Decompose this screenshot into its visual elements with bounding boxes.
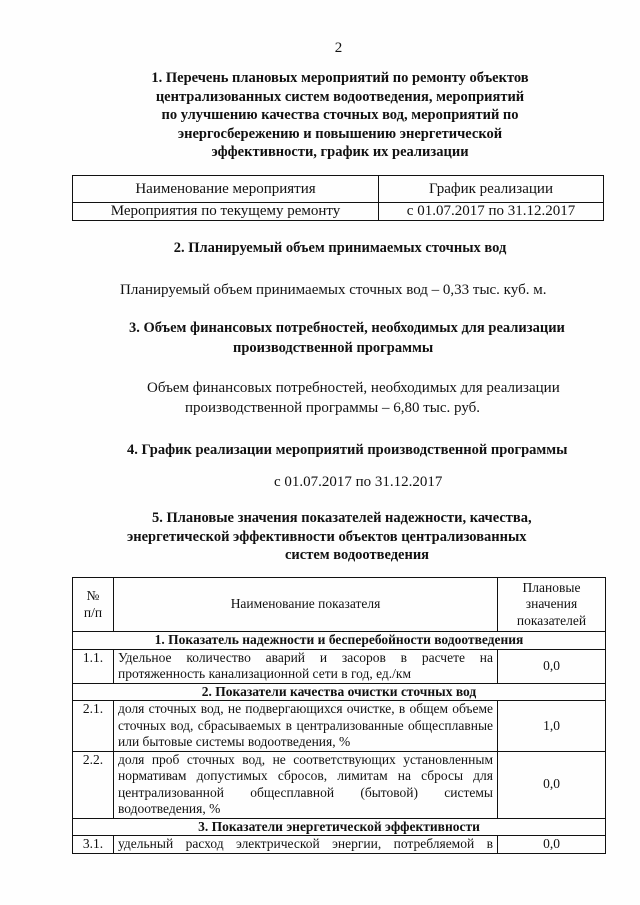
indicator-number: 3.1. xyxy=(73,836,114,854)
schedule-cell: с 01.07.2017 по 31.12.2017 xyxy=(379,203,604,221)
financial-needs-text-line: производственной программы – 6,80 тыс. руб. xyxy=(185,400,481,416)
column-header-activity-name: Наименование мероприятия xyxy=(73,176,379,203)
indicator-group-title: 3. Показатели энергетической эффективности xyxy=(73,818,606,836)
indicator-row xyxy=(73,751,606,818)
activity-name-cell: Мероприятия по текущему ремонту xyxy=(73,203,379,221)
section-1-heading-line: 1. Перечень плановых мероприятий по ремонту объектов xyxy=(151,70,529,86)
section-3-heading-line: производственной программы xyxy=(233,340,434,356)
section-5-heading-line: 5. Плановые значения показателей надежности, качества, xyxy=(152,510,532,526)
section-5-heading-line: систем водоотведения xyxy=(285,547,430,563)
financial-needs-text-line: Объем финансовых потребностей, необходимых для реализации xyxy=(147,380,560,396)
table-header-row xyxy=(73,578,606,632)
planned-wastewater-volume-text: Планируемый объем принимаемых сточных вод – 0,33 тыс. куб. м. xyxy=(120,282,547,298)
section-3-heading-line: 3. Объем финансовых потребностей, необходимых для реализации xyxy=(129,320,565,336)
indicator-number: 2.2. xyxy=(73,751,114,818)
indicator-name: Удельное количество аварий и засоров в расчете на протяженность канализационной сети в год, ед./км xyxy=(114,649,498,683)
indicator-value: 0,0 xyxy=(498,836,606,854)
column-header-planned-value: Плановые значения показателей xyxy=(498,578,606,632)
indicator-group-row xyxy=(73,632,606,650)
section-1-heading xyxy=(72,69,608,162)
section-1-heading-line: централизованных систем водоотведения, мероприятий xyxy=(155,88,525,105)
indicator-value: 0,0 xyxy=(498,751,606,818)
indicator-group-title: 1. Показатель надежности и бесперебойности водоотведения xyxy=(73,632,606,650)
indicator-row xyxy=(73,701,606,752)
indicator-name: доля проб сточных вод, не соответствующих установленным нормативам допустимых сбросов, лимитам на сбросы для централизованной общесплавной (бытовой) системы водоотведения, % xyxy=(114,751,498,818)
page-number: 2 xyxy=(334,40,343,56)
column-header-number: № п/п xyxy=(73,578,114,632)
indicator-group-title: 2. Показатели качества очистки сточных вод xyxy=(73,683,606,701)
implementation-period-text: с 01.07.2017 по 31.12.2017 xyxy=(274,474,443,490)
table-row xyxy=(73,203,604,221)
indicator-group-row xyxy=(73,683,606,701)
indicator-value: 0,0 xyxy=(498,649,606,683)
section-1-heading-line: эффективности, график их реализации xyxy=(211,144,469,160)
indicator-number: 2.1. xyxy=(73,701,114,752)
indicator-name: доля сточных вод, не подвергающихся очистке, в общем объеме сточных вод, сбрасываемых в централизованные общесплавные или бытовые системы водоотведения, % xyxy=(114,701,498,752)
column-header-schedule: График реализации xyxy=(379,176,604,203)
indicator-group-row xyxy=(73,818,606,836)
section-2-heading: 2. Планируемый объем принимаемых сточных вод xyxy=(173,240,507,256)
indicator-number: 1.1. xyxy=(73,649,114,683)
section-1-heading-line: энергосбережению и повышению энергетической xyxy=(177,125,503,142)
table-header-row xyxy=(73,176,604,203)
indicator-name: удельный расход электрической энергии, потребляемой в xyxy=(114,836,498,854)
section-4-heading: 4. График реализации мероприятий производственной программы xyxy=(127,442,568,458)
section-5-heading-line: энергетической эффективности объектов централизованных xyxy=(127,529,527,545)
indicators-table xyxy=(72,577,606,854)
indicator-value: 1,0 xyxy=(498,701,606,752)
indicator-row xyxy=(73,836,606,854)
implementation-schedule-table xyxy=(72,175,604,221)
indicator-row xyxy=(73,649,606,683)
section-1-heading-line: по улучшению качества сточных вод, мероприятий по xyxy=(161,107,519,123)
column-header-indicator-name: Наименование показателя xyxy=(114,578,498,632)
